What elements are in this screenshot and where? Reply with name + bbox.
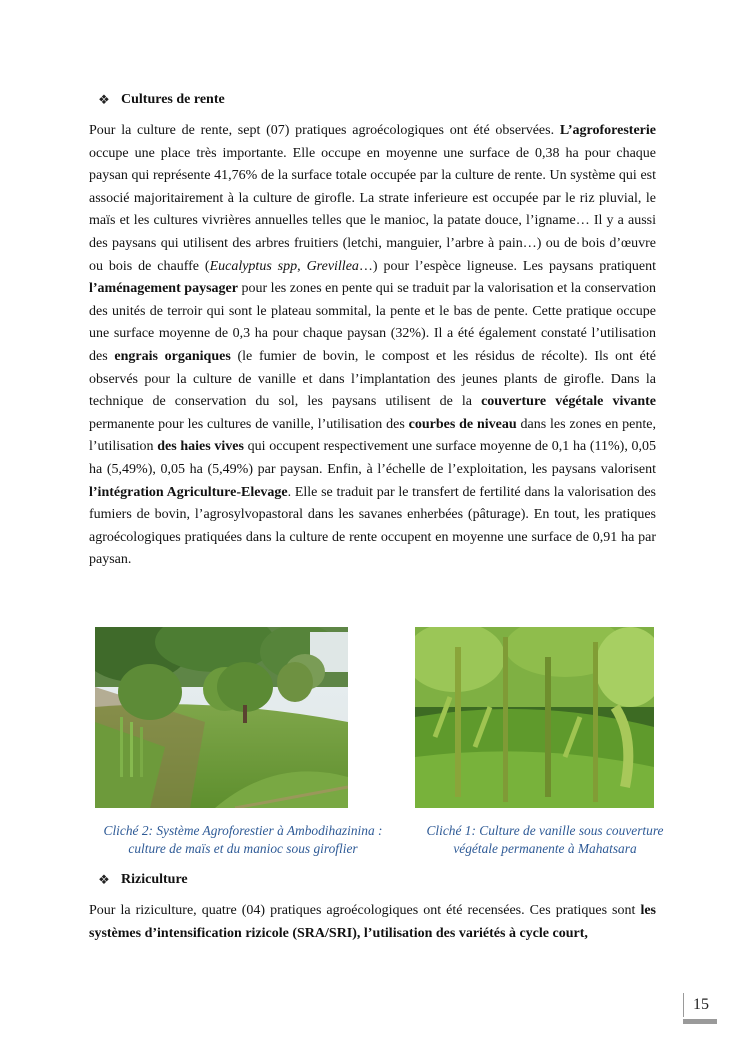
- text-run: dans les zones en pente, l’utilisation: [89, 416, 657, 455]
- text-run: ,: [297, 258, 307, 274]
- page-number: 15: [683, 993, 718, 1017]
- bold-term: des haies vives: [157, 439, 244, 455]
- agroforestry-photo-image: [95, 627, 348, 808]
- bold-term: courbes de niveau: [408, 416, 517, 432]
- text-run: (le fumier de bovin, le compost et les résidus de récolte). Ils ont été observés pour la culture de vanille et dans l’implantation des jeunes plants de girofle. Dans la technique de conservation du sol, les paysans utilisent de la: [89, 348, 656, 410]
- vanilla-photo-image: [415, 627, 654, 808]
- page-number-bar: [683, 1019, 717, 1024]
- bold-term: couverture végétale vivante: [481, 394, 657, 410]
- section-title: Cultures de rente: [121, 92, 225, 107]
- figure-caption-left: Cliché 2: Système Agroforestier à Ambodihazinina : culture de maïs et du manioc sous giroflier: [103, 823, 383, 856]
- bold-term: l’intégration Agriculture-Elevage: [89, 484, 288, 500]
- bold-term: L’agroforesterie: [559, 123, 656, 138]
- italic-term: Eucalyptus spp: [209, 258, 298, 274]
- text-run: permanente pour les cultures de vanille, l’utilisation des: [89, 416, 409, 432]
- paragraph-riziculture: [89, 900, 656, 945]
- text-run: …) pour l’espèce ligneuse. Les paysans pratiquent: [358, 258, 657, 274]
- diamond-bullet-icon: ❖: [98, 872, 110, 887]
- italic-term: Grevillea: [306, 258, 359, 274]
- photo-agroforestry-system: [95, 627, 348, 808]
- bold-term: les systèmes d’intensification rizicole (SRA/SRI), l’utilisation des variétés à cycle court,: [89, 903, 656, 941]
- text-run: Pour la culture de rente, sept (07) pratiques agroécologiques ont été observées.: [89, 123, 560, 138]
- section-heading-riziculture: [97, 872, 188, 888]
- section-title: Riziculture: [121, 872, 188, 887]
- text-run: qui occupent respectivement une surface moyenne de 0,1 ha (11%), 0,05 ha (5,49%), 0,05 ha (5,49%) par paysan. Enfin, à l’échelle de l’exploitation, les paysans valorisent: [89, 439, 657, 477]
- bold-term: engrais organiques: [114, 348, 231, 364]
- text-run: occupe une place très importante. Elle occupe en moyenne une surface de 0,38 ha pour chaque paysan qui représente 41,76% de la surface totale occupée par la culture de rente. Un système qui est associé majoritairement à la culture de girofle. La strate inferieure est occupée par le riz pluvial, le maïs et les cultures vivrières annuelles telles que le manioc, la patate douce, l’igname… Il y a aussi des paysans qui utilisent des arbres fruitiers (letchi, manguier, l’arbre à pain…) ou de bois d’œuvre ou bois de chauffe (: [89, 145, 656, 274]
- photo-vanilla-culture: [415, 627, 654, 808]
- bold-term: l’aménagement paysager: [89, 281, 238, 297]
- figure-caption-right: Cliché 1: Culture de vanille sous couverture végétale permanente à Mahatsara: [426, 823, 664, 856]
- paragraph-cultures-de-rente: [89, 120, 656, 572]
- diamond-bullet-icon: ❖: [98, 92, 110, 107]
- text-run: . Elle se traduit par le transfert de fertilité dans la valorisation des fumiers de bovin, l’agrosylvopastoral dans les savanes enherbées (pâturage). En tout, les pratiques agroécologiques pratiquées dans la culture de rente occupent en moyenne une surface de 0,91 ha par paysan.: [89, 484, 656, 568]
- section-heading-cultures-de-rente: [97, 92, 225, 108]
- text-run: pour les zones en pente qui se traduit par la valorisation et la conservation des unités de terroir qui sont le plateau sommital, la pente et le bas de pente. Cette pratique occupe une surface moyenne de 0,3 ha pour chaque paysan (32%). Il a été également constaté l’utilisation des: [89, 281, 656, 364]
- text-run: Pour la riziculture, quatre (04) pratiques agroécologiques ont été recensées. Ces pratiques sont: [89, 903, 641, 918]
